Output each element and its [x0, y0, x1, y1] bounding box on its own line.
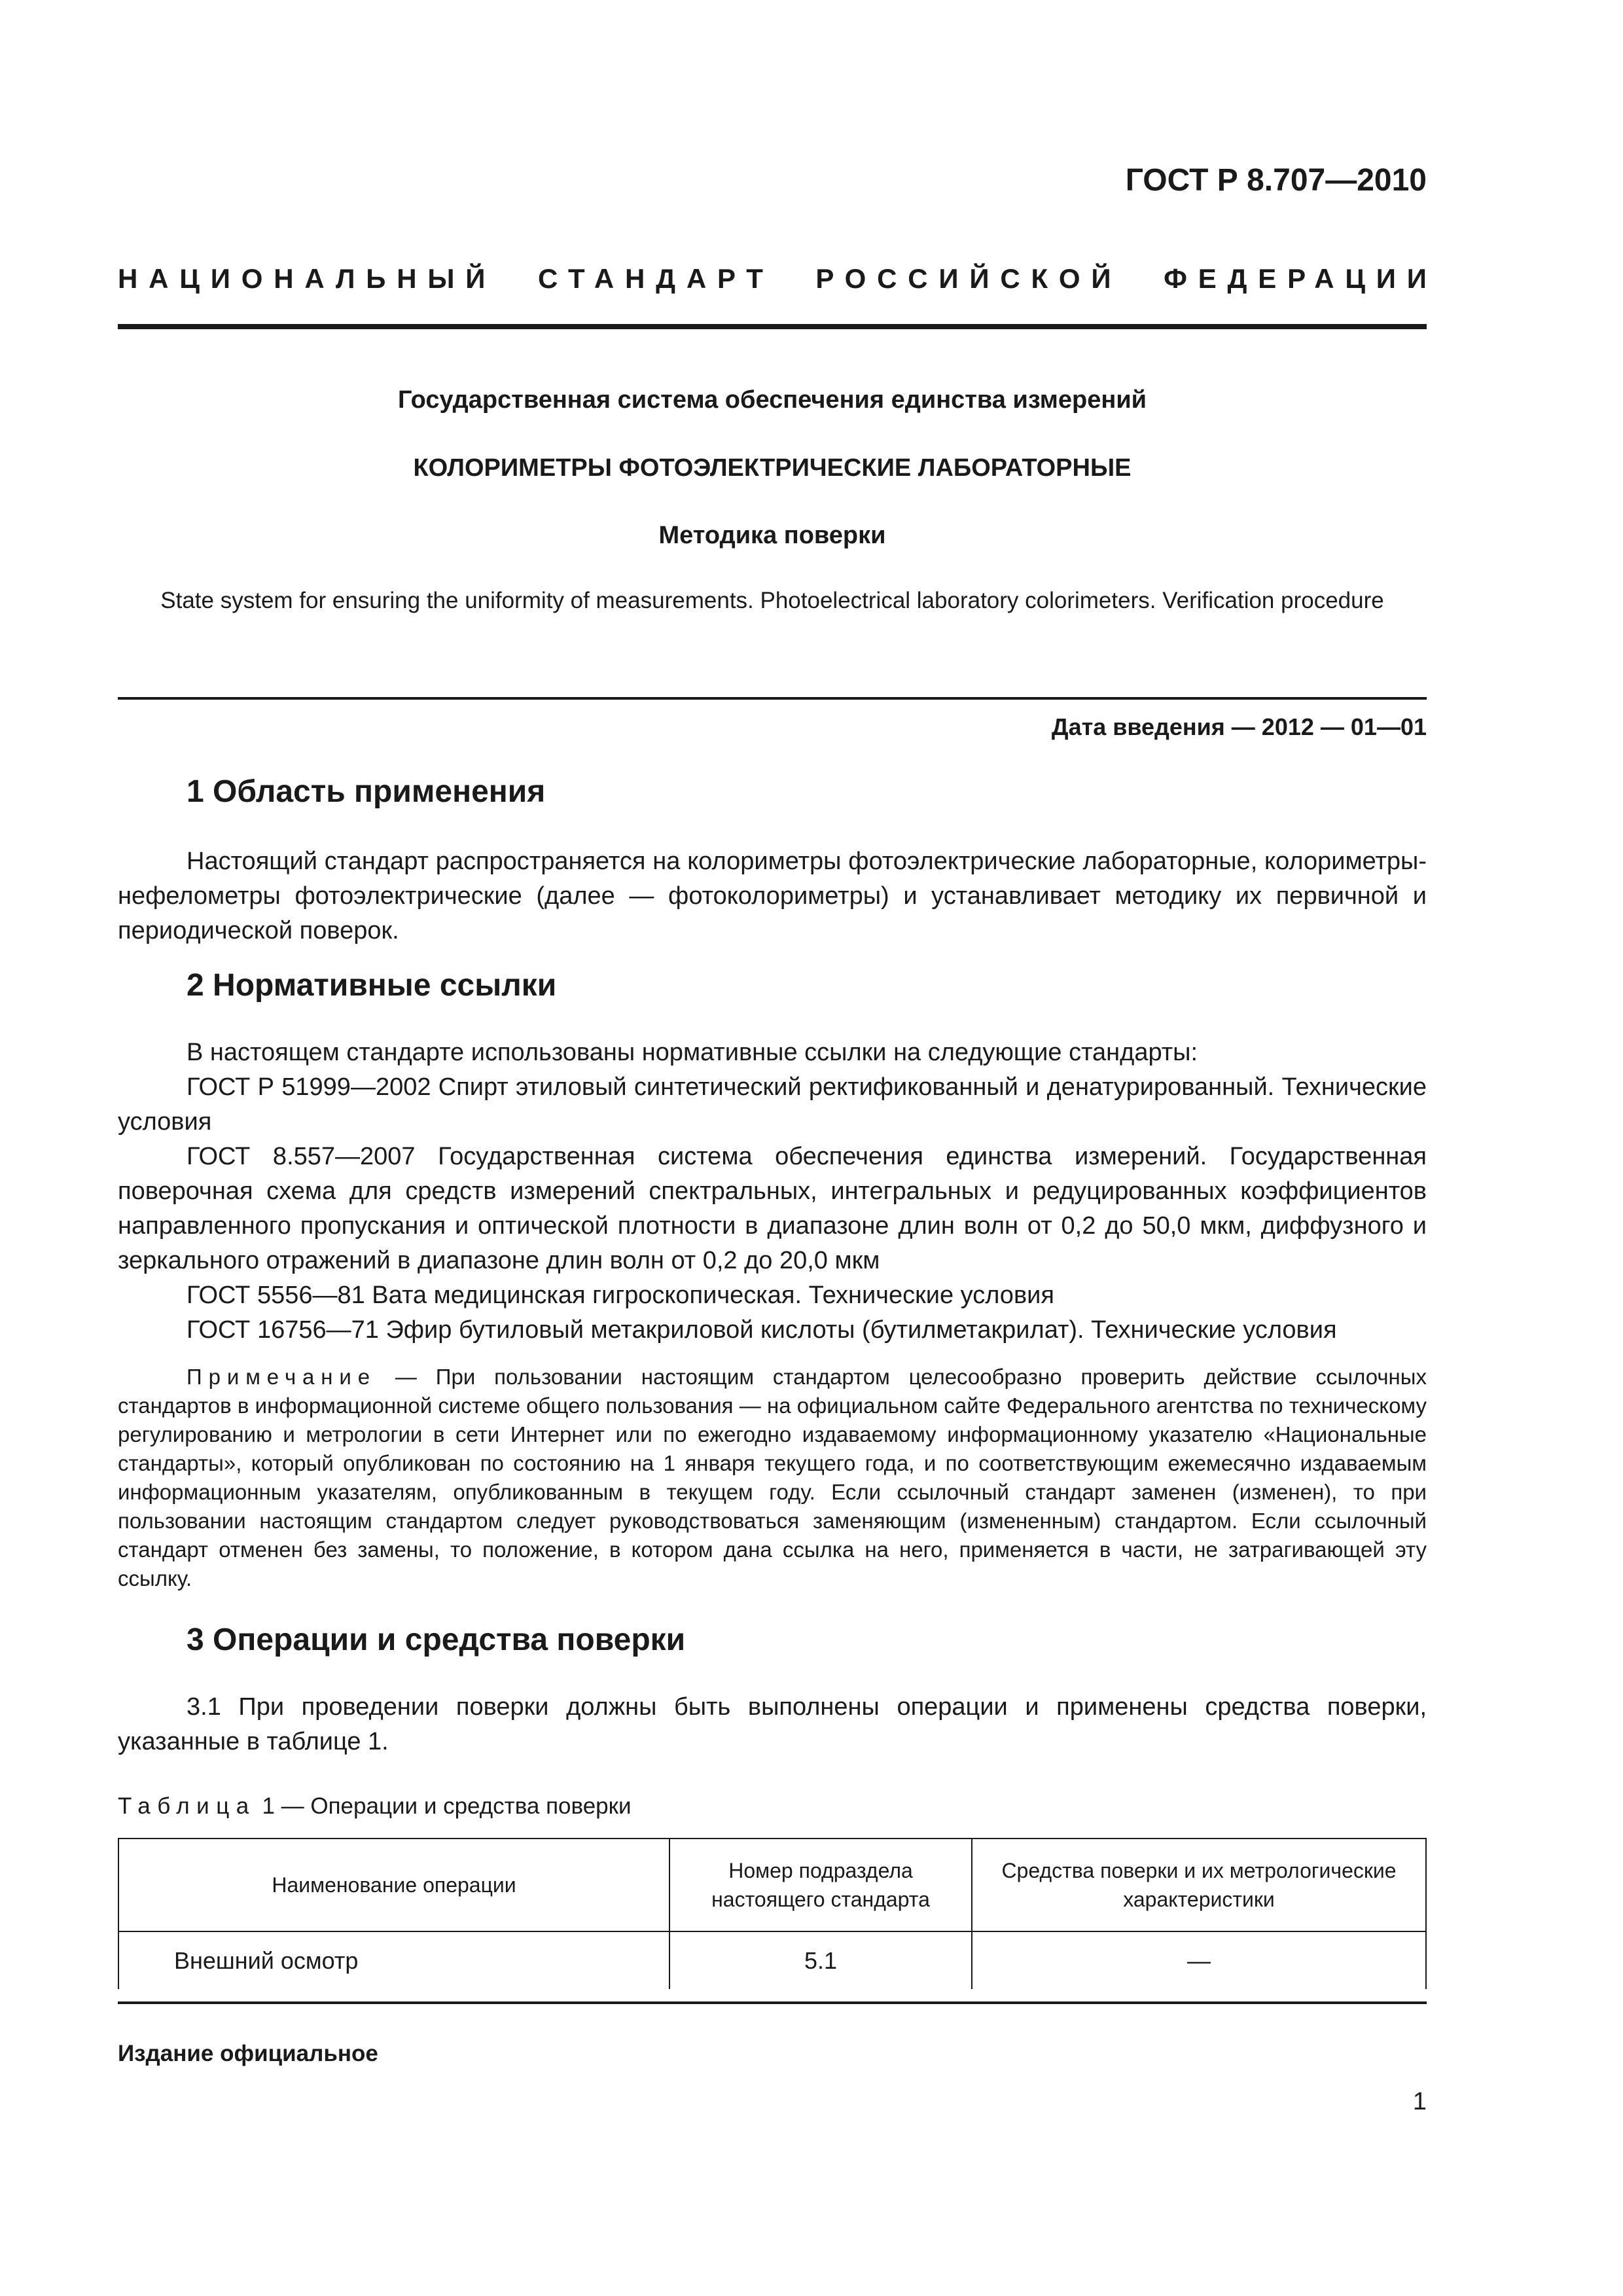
table-cell: 5.1	[669, 1931, 972, 1989]
section-1-heading: 1 Область применения	[187, 774, 546, 809]
title-rule	[118, 697, 1427, 700]
note	[118, 1363, 1427, 1593]
operations-table	[118, 1838, 1427, 1989]
section-3-paragraph: 3.1 При проведении поверки должны быть выполнены операции и применены средства поверки, указанные в таблице 1.	[118, 1693, 1427, 1755]
table-row	[118, 1931, 1426, 1989]
english-title: State system for ensuring the uniformity of measurements. Photoelectrical laboratory colorimeters. Verification procedure	[160, 588, 1384, 613]
system-title: Государственная система обеспечения единства измерений	[397, 386, 1147, 414]
reference-item: ГОСТ 16756—71 Эфир бутиловый метакриловой кислоты (бутилметакрилат). Технические условия	[187, 1316, 1337, 1344]
column-header: Номер подраздела настоящего стандарта	[669, 1839, 972, 1931]
table-caption-label: Таблица	[118, 1793, 256, 1819]
table-caption-text: 1 — Операции и средства поверки	[255, 1793, 632, 1819]
table-caption	[118, 1793, 632, 1820]
reference-item: ГОСТ 8.557—2007 Государственная система обеспечения единства измерений. Государственная поверочная схема для средств измерений спектральных, интегральных и редуцированных коэффициентов направленного пропускания и оптической плотности в диапазоне длин волн от 0,2 до 50,0 мкм, диффузного и зеркального отражений в диапазоне длин волн от 0,2 до 20,0 мкм	[118, 1143, 1427, 1274]
edition-label: Издание официальное	[118, 2041, 378, 2066]
note-label: Примечание	[187, 1365, 377, 1389]
reference-item: ГОСТ 5556—81 Вата медицинская гигроскопическая. Технические условия	[187, 1282, 1054, 1309]
table-cell: —	[972, 1931, 1426, 1989]
section-3-heading: 3 Операции и средства поверки	[187, 1623, 686, 1657]
table-cell: Внешний осмотр	[118, 1931, 669, 1989]
banner-word: НАЦИОНАЛЬНЫЙ	[118, 263, 497, 294]
table-header-row	[118, 1839, 1426, 1931]
page-number: 1	[1412, 2088, 1427, 2115]
section-1-text	[118, 844, 1427, 948]
note-text: — При пользовании настоящим стандартом целесообразно проверить действие ссылочных стандартов в информационной системе общего пользования — на официальном сайте Федерального агентства по техническому регулированию и метрологии в сети Интернет или по ежегодно издаваемому информационному указателю «Национальные стандарты», который опубликован по состоянию на 1 января текущего года, и по соответствующим ежемесячно издаваемым информационным указателям, опубликованным в текущем году. Если ссылочный стандарт заменен (изменен), то при пользовании настоящим стандартом следует руководствоваться заменяющим (измененным) стандартом. Если ссылочный стандарт отменен без замены, то положение, в котором дана ссылка на него, применяется в части, не затрагивающей эту ссылку.	[118, 1365, 1427, 1590]
section-3-text	[118, 1690, 1427, 1759]
section-1-paragraph: Настоящий стандарт распространяется на колориметры фотоэлектрические лабораторные, колориметры-нефелометры фотоэлектрические (далее — фотоколориметры) и устанавливает методику их первичной и периодической поверок.	[118, 848, 1427, 944]
section-2-heading: 2 Нормативные ссылки	[187, 968, 557, 1003]
references-intro: В настоящем стандарте использованы нормативные ссылки на следующие стандарты:	[187, 1039, 1198, 1066]
introduction-date: Дата введения — 2012 — 01—01	[1051, 713, 1427, 740]
references-list	[118, 1035, 1427, 1348]
banner-word: СТАНДАРТ	[537, 263, 774, 294]
column-header: Наименование операции	[118, 1839, 669, 1931]
reference-item: ГОСТ Р 51999—2002 Спирт этиловый синтетический ректификованный и денатурированный. Технические условия	[118, 1073, 1427, 1136]
document-number: ГОСТ Р 8.707—2010	[1125, 163, 1427, 198]
method-title: Методика поверки	[658, 522, 886, 549]
column-header: Средства поверки и их метрологические характеристики	[972, 1839, 1426, 1931]
banner-word: ФЕДЕРАЦИИ	[1164, 263, 1438, 294]
header-rule	[118, 324, 1427, 329]
footer-rule	[118, 2001, 1427, 2004]
banner-word: РОССИЙСКОЙ	[815, 263, 1122, 294]
main-title: КОЛОРИМЕТРЫ ФОТОЭЛЕКТРИЧЕСКИЕ ЛАБОРАТОРНЫЕ	[413, 454, 1132, 482]
national-standard-banner	[118, 263, 1438, 295]
